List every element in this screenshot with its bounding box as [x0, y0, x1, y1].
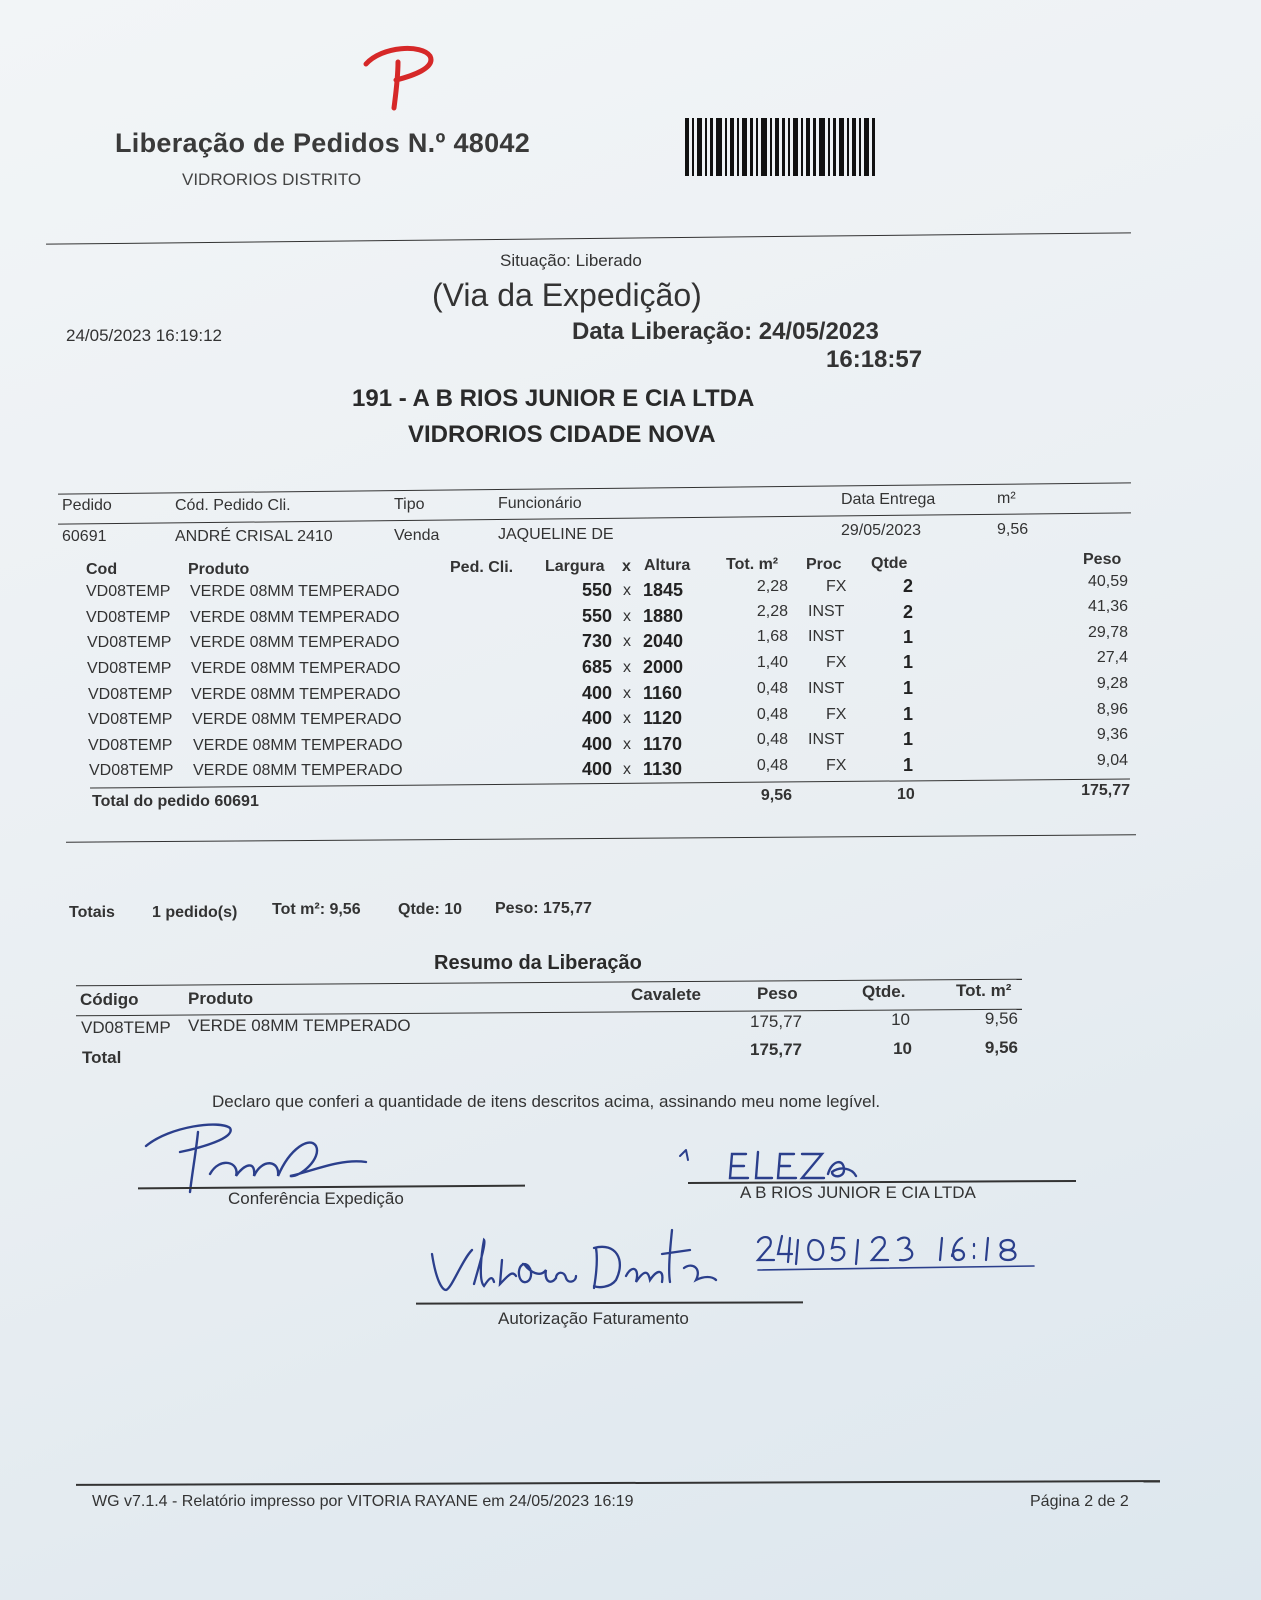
- item-x: x: [623, 761, 631, 778]
- handwritten-p-mark: [358, 40, 438, 112]
- client-store: VIDRORIOS CIDADE NOVA: [408, 421, 716, 448]
- item-proc: INST: [808, 731, 845, 748]
- page-number: Página 2 de 2: [1030, 1493, 1129, 1510]
- item-proc: FX: [826, 578, 847, 595]
- item-tot-m2: 1,68: [756, 628, 788, 645]
- summary-row-qtde: 10: [891, 1010, 910, 1029]
- item-peso: 27,4: [1096, 649, 1128, 666]
- item-x: x: [623, 633, 631, 650]
- item-cod: VD08TEMP: [87, 660, 172, 677]
- item-x: x: [623, 736, 631, 753]
- item-qtde: 1: [903, 678, 914, 698]
- item-proc: FX: [826, 757, 847, 774]
- col-largura: Largura: [545, 558, 605, 575]
- col-ped-cli: Ped. Cli.: [450, 559, 514, 576]
- item-altura: 1880: [643, 606, 684, 626]
- item-produto: VERDE 08MM TEMPERADO: [190, 634, 400, 651]
- summary-col-cavalete: Cavalete: [631, 985, 701, 1004]
- footer-divider: [76, 1480, 1160, 1486]
- item-x: x: [623, 582, 631, 599]
- copy-type-title: (Via da Expedição): [432, 277, 702, 313]
- item-peso: 9,36: [1096, 726, 1128, 743]
- order-header-pedido: Pedido: [62, 497, 112, 514]
- col-proc: Proc: [806, 556, 842, 573]
- summary-row-codigo: VD08TEMP: [81, 1018, 171, 1037]
- item-largura: 730: [581, 631, 612, 651]
- report-info: WG v7.1.4 - Relatório impresso por VITORIA RAYANE em 24/05/2023 16:19: [92, 1493, 634, 1510]
- col-qtde: Qtde: [871, 555, 908, 572]
- totals-pedidos: 1 pedido(s): [152, 904, 238, 921]
- item-largura: 400: [581, 683, 612, 703]
- autorizacao-signature: [426, 1220, 726, 1310]
- item-proc: FX: [826, 706, 847, 723]
- order-header-tipo: Tipo: [394, 496, 425, 513]
- item-cod: VD08TEMP: [86, 583, 171, 600]
- release-date: Data Liberação: 24/05/2023: [572, 318, 879, 345]
- order-total-peso: 175,77: [1081, 782, 1130, 799]
- release-time: 16:18:57: [826, 346, 923, 373]
- item-qtde: 2: [903, 602, 914, 622]
- totals-label: Totais: [69, 904, 115, 921]
- item-largura: 550: [581, 606, 612, 626]
- conferencia-label: Conferência Expedição: [228, 1189, 404, 1208]
- item-tot-m2: 0,48: [756, 757, 788, 774]
- order-total-label: Total do pedido 60691: [92, 793, 259, 810]
- item-largura: 685: [581, 657, 612, 677]
- order-tipo: Venda: [394, 527, 440, 544]
- item-peso: 41,36: [1087, 598, 1128, 615]
- item-peso: 9,04: [1096, 752, 1128, 769]
- order-total-qtde: 10: [897, 786, 915, 803]
- order-header-m2: m²: [997, 490, 1016, 507]
- item-peso: 40,59: [1087, 573, 1128, 590]
- item-tot-m2: 0,48: [756, 680, 788, 697]
- summary-total-qtde: 10: [893, 1039, 912, 1058]
- item-altura: 1845: [643, 580, 684, 600]
- item-largura: 400: [581, 759, 612, 779]
- item-cod: VD08TEMP: [88, 711, 173, 728]
- item-produto: VERDE 08MM TEMPERADO: [191, 686, 401, 703]
- summary-row-tot-m2: 9,56: [984, 1009, 1018, 1028]
- item-qtde: 1: [903, 755, 914, 775]
- item-cod: VD08TEMP: [87, 634, 172, 651]
- document-subtitle: VIDRORIOS DISTRITO: [182, 170, 362, 189]
- item-produto: VERDE 08MM TEMPERADO: [193, 737, 403, 754]
- summary-title: Resumo da Liberação: [434, 952, 642, 974]
- item-proc: INST: [808, 680, 845, 697]
- declaration-text: Declaro que conferi a quantidade de itens descritos acima, assinando meu nome legível.: [212, 1092, 881, 1111]
- item-cod: VD08TEMP: [88, 737, 173, 754]
- summary-col-qtde: Qtde.: [862, 982, 906, 1001]
- item-produto: VERDE 08MM TEMPERADO: [190, 583, 400, 600]
- order-header-data-entrega: Data Entrega: [841, 491, 936, 508]
- item-tot-m2: 2,28: [756, 603, 788, 620]
- divider: [66, 834, 1136, 842]
- order-cod-cli: ANDRÉ CRISAL 2410: [175, 528, 333, 545]
- item-x: x: [623, 608, 631, 625]
- item-altura: 2000: [643, 657, 684, 677]
- totals-qtde: Qtde: 10: [398, 901, 463, 918]
- item-qtde: 1: [903, 652, 914, 672]
- summary-row-peso: 175,77: [750, 1012, 802, 1031]
- col-cod: Cod: [86, 561, 118, 578]
- item-altura: 1160: [643, 683, 683, 703]
- client-name: 191 - A B RIOS JUNIOR E CIA LTDA: [352, 385, 755, 412]
- col-peso: Peso: [1083, 551, 1122, 568]
- barcode-icon: [685, 118, 875, 176]
- order-total-m2: 9,56: [760, 787, 792, 804]
- item-altura: 2040: [643, 631, 684, 651]
- summary-row-produto: VERDE 08MM TEMPERADO: [188, 1016, 411, 1035]
- cliente-label: A B RIOS JUNIOR E CIA LTDA: [740, 1183, 976, 1202]
- item-produto: VERDE 08MM TEMPERADO: [192, 711, 402, 728]
- item-largura: 400: [581, 708, 612, 728]
- order-pedido: 60691: [62, 528, 107, 545]
- totals-peso: Peso: 175,77: [495, 900, 592, 917]
- summary-col-peso: Peso: [757, 984, 798, 1003]
- order-header-cod-cli: Cód. Pedido Cli.: [175, 497, 291, 514]
- item-largura: 550: [581, 580, 612, 600]
- print-datetime: 24/05/2023 16:19:12: [66, 326, 222, 345]
- order-header-funcionario: Funcionário: [498, 495, 582, 512]
- item-largura: 400: [581, 734, 612, 754]
- item-produto: VERDE 08MM TEMPERADO: [190, 609, 400, 626]
- item-proc: INST: [808, 603, 845, 620]
- summary-col-tot-m2: Tot. m²: [956, 981, 1012, 1000]
- autorizacao-label: Autorização Faturamento: [498, 1309, 689, 1328]
- item-tot-m2: 2,28: [756, 578, 788, 595]
- item-altura: 1130: [643, 759, 683, 779]
- item-altura: 1170: [643, 734, 683, 754]
- item-qtde: 1: [903, 627, 914, 647]
- handwritten-datetime: [752, 1228, 1038, 1274]
- item-x: x: [623, 659, 631, 676]
- summary-col-produto: Produto: [188, 989, 254, 1008]
- item-qtde: 2: [903, 576, 914, 596]
- item-tot-m2: 0,48: [756, 731, 788, 748]
- item-cod: VD08TEMP: [89, 762, 174, 779]
- item-qtde: 1: [903, 729, 914, 749]
- order-data-entrega: 29/05/2023: [841, 522, 922, 539]
- col-altura: Altura: [644, 557, 691, 574]
- summary-total-tot-m2: 9,56: [984, 1038, 1018, 1057]
- item-tot-m2: 1,40: [756, 654, 788, 671]
- summary-col-codigo: Código: [80, 990, 139, 1009]
- item-x: x: [623, 710, 631, 727]
- item-peso: 8,96: [1096, 701, 1128, 718]
- item-cod: VD08TEMP: [86, 609, 171, 626]
- col-tot-m2: Tot. m²: [726, 556, 779, 573]
- col-x: x: [622, 558, 631, 575]
- item-proc: FX: [826, 654, 847, 671]
- summary-total-label: Total: [82, 1048, 122, 1067]
- order-m2: 9,56: [997, 521, 1029, 538]
- item-tot-m2: 0,48: [756, 706, 788, 723]
- item-proc: INST: [808, 628, 845, 645]
- divider: [46, 232, 1131, 244]
- item-produto: VERDE 08MM TEMPERADO: [191, 660, 401, 677]
- totals-m2: Tot m²: 9,56: [272, 901, 361, 918]
- summary-total-peso: 175,77: [750, 1040, 802, 1059]
- item-altura: 1120: [643, 708, 683, 728]
- divider: [58, 482, 1131, 494]
- item-qtde: 1: [903, 704, 914, 724]
- col-produto: Produto: [188, 561, 250, 578]
- order-funcionario: JAQUELINE DE: [498, 526, 614, 543]
- item-produto: VERDE 08MM TEMPERADO: [193, 762, 403, 779]
- item-peso: 9,28: [1096, 675, 1128, 692]
- item-peso: 29,78: [1087, 624, 1128, 641]
- item-cod: VD08TEMP: [88, 686, 173, 703]
- item-x: x: [623, 685, 631, 702]
- document-title: Liberação de Pedidos N.º 48042: [115, 128, 531, 158]
- status-text: Situação: Liberado: [500, 251, 642, 270]
